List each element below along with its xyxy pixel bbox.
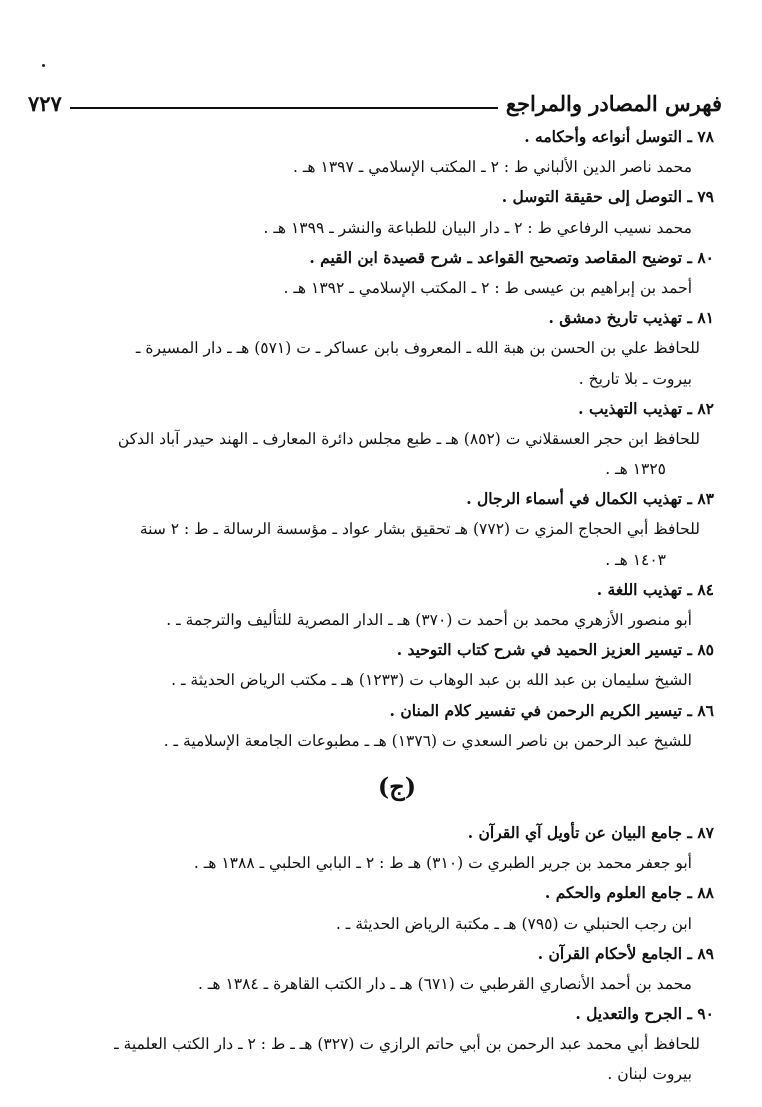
entry-title: ٨٢ ـ تهذيب التهذيب .	[578, 398, 714, 418]
header-title: فهرس المصادر والمراجع	[505, 91, 722, 116]
bibliography-list	[40, 122, 714, 1090]
entry-title: ٨٥ ـ تيسير العزيز الحميد في شرح كتاب التوحيد .	[396, 640, 714, 660]
entry-details-continued: بيروت ـ بلا تاريخ .	[578, 369, 692, 388]
entry-title: ٨١ ـ تهذيب تاريخ دمشق .	[548, 308, 714, 328]
entry-details-continued: ١٣٢٥ هـ .	[605, 460, 666, 479]
entry-details: للحافظ أبي محمد عبد الرحمن بن أبي حاتم الرازي ت (٣٢٧) هـ ـ ط : ٢ ـ دار الكتب العلمية ـ	[114, 1035, 700, 1054]
entry-details: للحافظ ابن حجر العسقلاني ت (٨٥٢) هـ ـ طبع مجلس دائرة المعارف ـ الهند حيدر آباد الدكن	[117, 429, 700, 448]
entry-title: ٩٠ ـ الجرح والتعديل .	[575, 1004, 714, 1024]
entry-title: ٨٨ ـ جامع العلوم والحكم .	[544, 883, 714, 903]
entry-details: للحافظ علي بن الحسن بن هبة الله ـ المعروف بابن عساكر ـ ت (٥٧١) هـ ـ دار المسيرة ـ	[135, 339, 700, 358]
entry-details: ابن رجب الحنبلي ت (٧٩٥) هـ ـ مكتبة الرياض الحديثة ـ .	[335, 914, 692, 933]
entry-details: محمد بن أحمد الأنصاري القرطبي ت (٦٧١) هـ ـ دار الكتب القاهرة ـ ١٣٨٤ هـ .	[197, 974, 692, 993]
entry-details: للشيخ عبد الرحمن بن ناصر السعدي ت (١٣٧٦) هـ ـ مطبوعات الجامعة الإسلامية ـ .	[163, 731, 692, 750]
entry-title: ٨٦ ـ تيسير الكريم الرحمن في تفسير كلام المنان .	[389, 700, 714, 720]
entry-details: أبو جعفر محمد بن جرير الطبري ت (٣١٠) هـ ط : ٢ ـ البابي الحلبي ـ ١٣٨٨ هـ .	[193, 854, 692, 873]
page-speck	[42, 64, 45, 67]
entry-title: ٨٣ ـ تهذيب الكمال في أسماء الرجال .	[466, 489, 714, 509]
entry-details-continued: بيروت لبنان .	[607, 1065, 692, 1084]
entry-details: الشيخ سليمان بن عبد الله بن عبد الوهاب ت (١٢٣٣) هـ ـ مكتب الرياض الحديثة ـ .	[171, 671, 692, 690]
entry-title: ٨٩ ـ الجامع لأحكام القرآن .	[537, 943, 714, 963]
entry-title: ٧٨ ـ التوسل أنواعه وأحكامه .	[524, 127, 714, 146]
page-number: ٧٢٧	[28, 91, 62, 116]
entry-title: ٨٧ ـ جامع البيان عن تأويل آي القرآن .	[467, 822, 714, 842]
entry-details: للحافظ أبي الحجاج المزي ت (٧٧٢) هـ تحقيق بشار عواد ـ مؤسسة الرسالة ـ ط : ٢ سنة	[139, 520, 700, 539]
entry-details: أبو منصور الأزهري محمد بن أحمد ت (٣٧٠) هـ ـ الدار المصرية للتأليف والترجمة ـ .	[166, 611, 692, 629]
entry-title: ٨٤ ـ تهذيب اللغة .	[596, 579, 714, 599]
entry-details: محمد نسيب الرفاعي ط : ٢ ـ دار البيان للطباعة والنشر ـ ١٣٩٩ هـ .	[263, 218, 692, 237]
running-header	[28, 86, 722, 116]
section-letter-heading: (ج)	[377, 771, 417, 801]
entry-details-continued: ١٤٠٣ هـ .	[605, 550, 666, 569]
header-rule	[70, 107, 498, 109]
entry-title: ٨٠ ـ توضيح المقاصد وتصحيح القواعد ـ شرح قصيدة ابن القيم .	[309, 247, 714, 267]
entry-details: محمد ناصر الدين الألباني ط : ٢ ـ المكتب الإسلامي ـ ١٣٩٧ هـ .	[293, 158, 692, 177]
entry-details: أحمد بن إبراهيم بن عيسى ط : ٢ ـ المكتب الإسلامي ـ ١٣٩٢ هـ .	[283, 278, 692, 297]
entry-title: ٧٩ ـ التوصل إلى حقيقة التوسل .	[501, 187, 714, 207]
